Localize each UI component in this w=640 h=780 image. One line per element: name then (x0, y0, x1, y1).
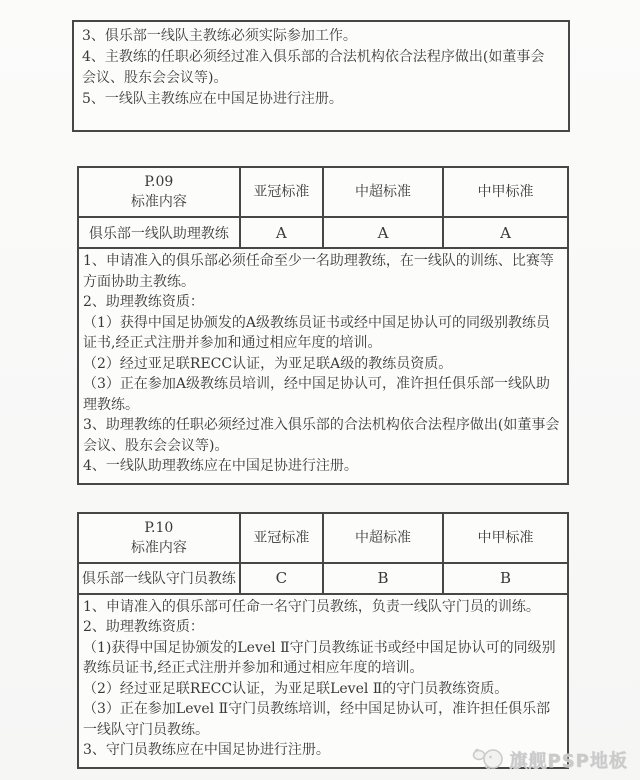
note-line: 2、助理教练资质： (83, 294, 204, 310)
note-line: （2）经过亚足联RECC认证，为亚足联Level Ⅱ的守门员教练资质。 (83, 680, 509, 697)
standard-code-cell (78, 167, 240, 217)
note-line: 1、申请准入的俱乐部必须任命至少一名助理教练，在一线队的训练、比赛等方面协助主教练。 (83, 253, 554, 290)
table-header-row (78, 167, 568, 217)
note-line: （1）获得中国足协颁发的A级教练员证书或经中国足协认可的同级别教练员证书,经正式注册并参加和通过相应年度的培训。 (83, 314, 551, 351)
note-line: （3）正在参加A级教练员培训，经中国足协认可，准许担任俱乐部一线队助理教练。 (83, 376, 551, 413)
table-value-row (78, 217, 568, 248)
column-header-csl: 中超标准 (323, 167, 443, 217)
table-header-row (78, 513, 568, 563)
note-line: 1、申请准入的俱乐部可任命一名守门员教练，负责一线队守门员的训练。 (83, 598, 540, 615)
standard-table-p09 (77, 166, 569, 485)
table-notes-row (78, 248, 568, 484)
grade-csl: A (323, 217, 443, 248)
document-content (72, 20, 570, 769)
notes-cell (78, 248, 568, 484)
grade-csl: B (323, 563, 443, 594)
intro-line-5: 5、一线队主教练应在中国足协进行注册。 (82, 91, 343, 107)
grade-afc: A (240, 217, 323, 248)
standard-code: P.09 (144, 174, 174, 190)
intro-line-3: 3、俱乐部一线队主教练必须实际参加工作。 (82, 28, 357, 44)
note-line: 4、一线队助理教练应在中国足协进行注册。 (83, 458, 358, 474)
table-notes-row (78, 594, 568, 768)
grade-league-one: B (443, 563, 568, 594)
note-line: （3）正在参加Level Ⅱ守门员教练培训，经中国足协认可，准许担任俱乐部一线队守门员教练。 (83, 701, 551, 738)
column-header-csl: 中超标准 (323, 513, 443, 563)
standard-code-cell (78, 513, 240, 563)
grade-league-one: A (443, 217, 568, 248)
column-header-afc: 亚冠标准 (240, 167, 323, 217)
note-line: 3、助理教练的任职必须经过准入俱乐部的合法机构依合法程序做出(如董事会会议、股东会会议等)。 (83, 417, 560, 454)
intro-line-4: 4、主教练的任职必须经过准入俱乐部的合法机构依合法程序做出(如董事会会议、股东会会议等)。 (82, 49, 545, 86)
standard-content-label: 标准内容 (130, 539, 187, 556)
intro-notes-box (72, 20, 570, 132)
standard-content-label: 标准内容 (130, 194, 187, 210)
watermark-text: 旗舰PSP地板 (509, 751, 628, 772)
table-value-row (78, 563, 568, 594)
grade-afc: C (240, 563, 323, 594)
column-header-afc: 亚冠标准 (240, 513, 323, 563)
note-line: （2）经过亚足联RECC认证，为亚足联A级的教练员资质。 (83, 355, 453, 372)
note-line: 3、守门员教练应在中国足协进行注册。 (83, 742, 330, 758)
note-line: 2、助理教练资质： (83, 619, 204, 635)
watermark (471, 745, 628, 775)
standard-table-p10 (77, 512, 569, 769)
row-label: 俱乐部一线队守门员教练 (78, 563, 240, 594)
column-header-league-one: 中甲标准 (443, 513, 568, 563)
notes-cell (78, 594, 568, 768)
standard-code: P.10 (144, 519, 174, 536)
row-label: 俱乐部一线队助理教练 (78, 217, 240, 248)
note-line: （1)获得中国足协颁发的Level Ⅱ守门员教练证书或经中国足协认可的同级别教练员证书,经正式注册并参加和通过相应年度的培训。 (83, 639, 556, 676)
column-header-league-one: 中甲标准 (443, 167, 568, 217)
panda-logo-icon (471, 745, 507, 775)
